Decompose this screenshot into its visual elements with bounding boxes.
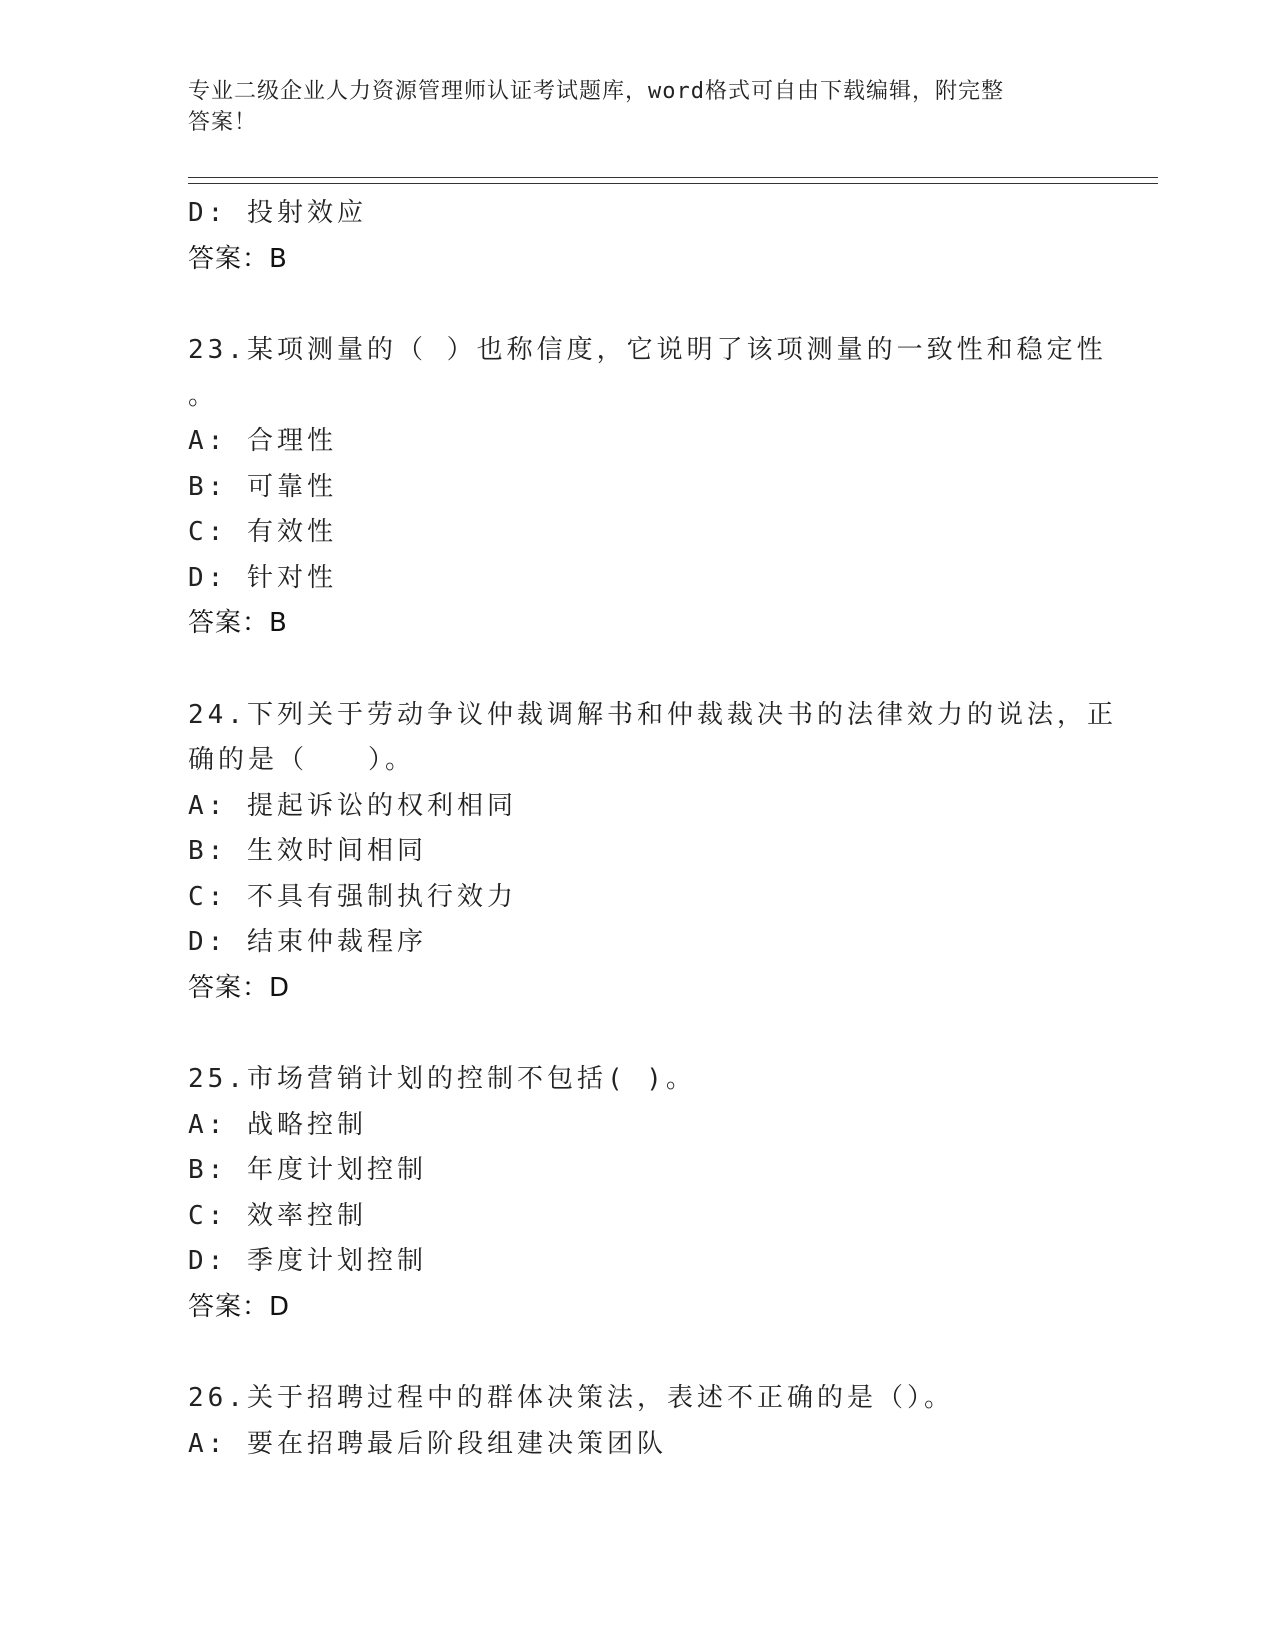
- option-a: A: 战略控制: [188, 1109, 367, 1140]
- question-text: 25.市场营销计划的控制不包括( )。: [188, 1064, 696, 1094]
- answer-line: 答案：B: [188, 608, 288, 638]
- question-text: 26.关于招聘过程中的群体决策法，表述不正确的是（）。: [188, 1383, 954, 1413]
- option-c: C: 有效性: [188, 517, 337, 547]
- option-d: D: 针对性: [188, 562, 337, 593]
- question-text-cont: 。: [188, 380, 219, 411]
- header-line-2: 答案！: [188, 110, 258, 135]
- answer-line: 答案：D: [188, 1291, 291, 1322]
- option-d: D: 季度计划控制: [188, 1246, 427, 1276]
- option-b: B: 年度计划控制: [188, 1155, 427, 1185]
- header-line-1: 专业二级企业人力资源管理师认证考试题库，word格式可自由下载编辑，附完整: [188, 79, 1004, 104]
- question-23: [188, 328, 1107, 647]
- spacer: [188, 282, 1088, 328]
- option-c: C: 不具有强制执行效力: [188, 881, 517, 912]
- spacer: [188, 1330, 1088, 1376]
- spacer: [188, 647, 1088, 693]
- question-text: 24.下列关于劳动争议仲裁调解书和仲裁裁决书的法律效力的说法，正: [188, 699, 1117, 730]
- header-divider-bottom: [188, 183, 1158, 184]
- document-header: [188, 76, 1088, 138]
- question-text: 23.某项测量的（ ）也称信度，它说明了该项测量的一致性和稳定性: [188, 335, 1107, 365]
- option-d: D: 结束仲裁程序: [188, 927, 427, 957]
- option-b: B: 可靠性: [188, 471, 337, 502]
- option-a: A: 提起诉讼的权利相同: [188, 790, 517, 821]
- document-body: [188, 191, 1117, 1467]
- option-c: C: 效率控制: [188, 1200, 367, 1231]
- option-d: D: 投射效应: [188, 198, 367, 228]
- question-26: [188, 1376, 1088, 1467]
- option-b: B: 生效时间相同: [188, 836, 427, 866]
- header-divider-top: [188, 177, 1158, 178]
- spacer: [188, 1011, 1088, 1057]
- question-text-cont: 确的是（ ）。: [188, 745, 416, 775]
- option-a: A: 要在招聘最后阶段组建决策团队: [188, 1428, 667, 1459]
- question-25: [188, 1057, 1088, 1330]
- answer-line: 答案：D: [188, 972, 291, 1003]
- option-a: A: 合理性: [188, 426, 337, 456]
- question-24: [188, 693, 1117, 1012]
- answer-line: 答案：B: [188, 243, 288, 274]
